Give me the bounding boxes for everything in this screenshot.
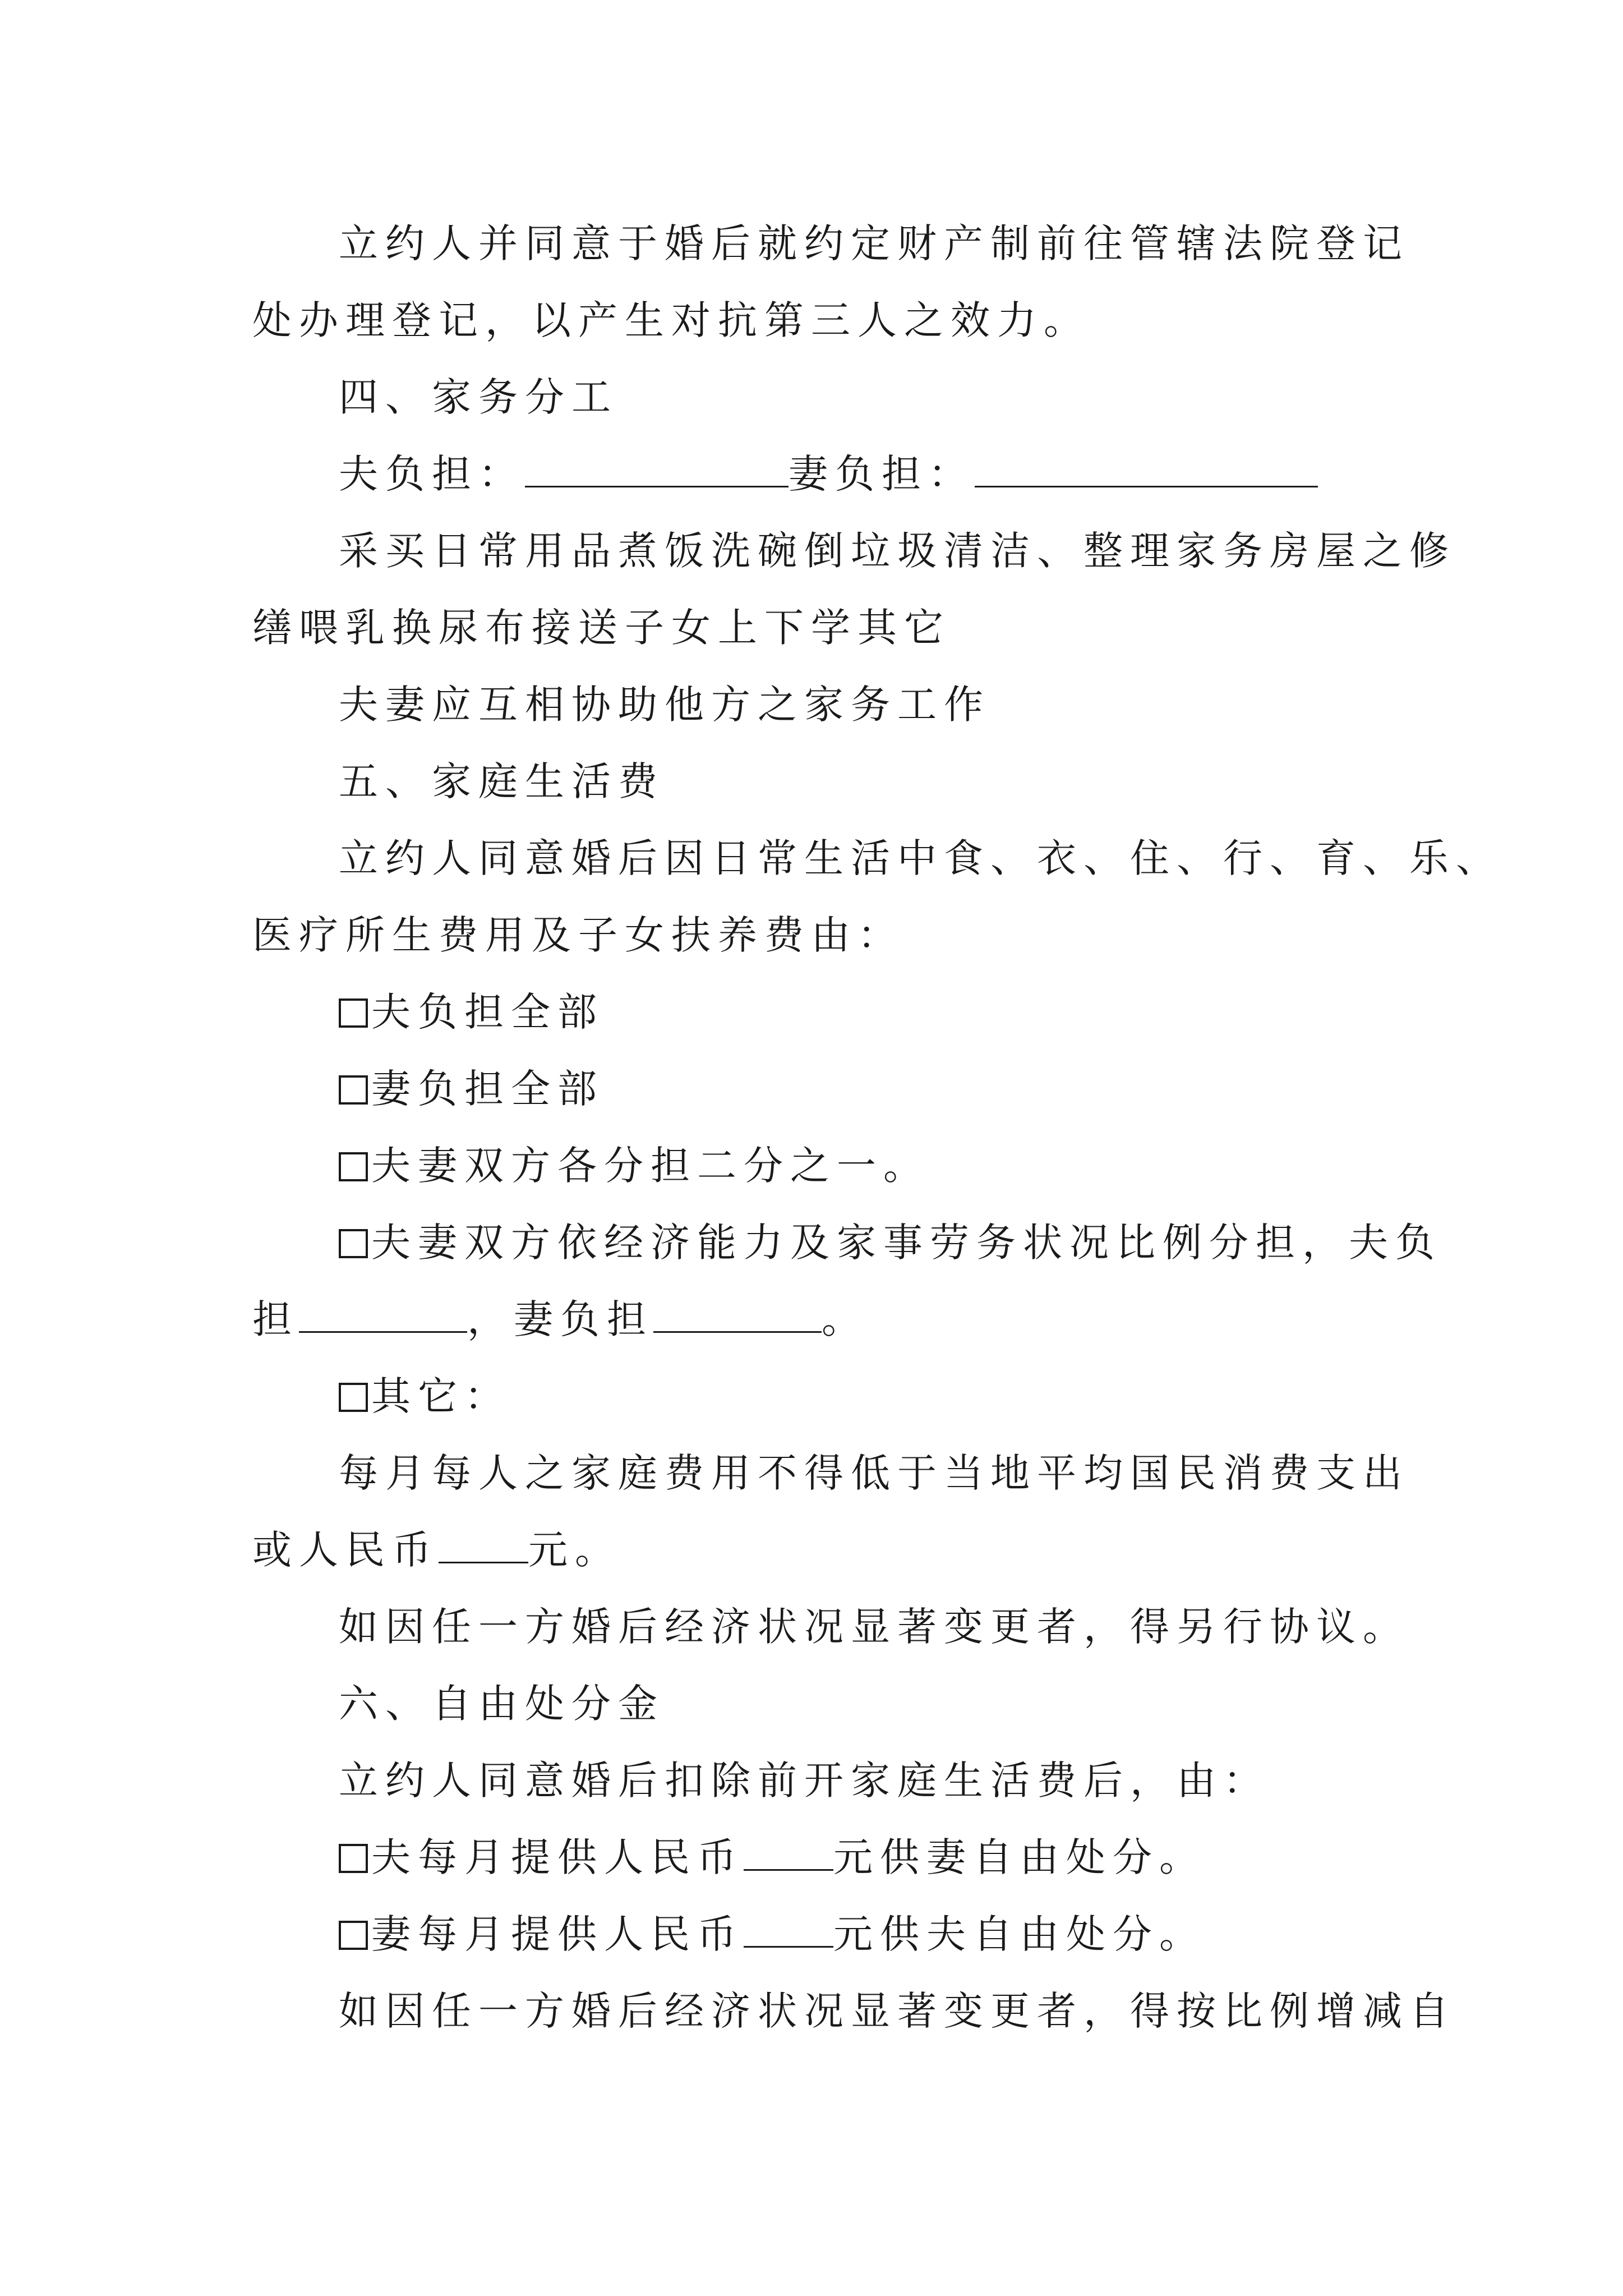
option-text: 其它： (371, 1373, 511, 1419)
paragraph-line (339, 523, 1456, 579)
option-line (339, 1214, 1442, 1271)
heading-text: 五、家庭生活费 (339, 758, 665, 804)
checkbox[interactable] (339, 1152, 368, 1181)
paragraph-line (339, 1752, 1393, 1809)
paragraph-line (252, 1522, 1391, 1578)
paragraph-text: 医疗所生费用及子女扶养费由： (252, 912, 904, 958)
ratio-line (252, 1291, 1391, 1347)
paragraph-text: 元。 (528, 1527, 621, 1573)
option-text: 夫妻双方依经济能力及家事劳务状况比例分担，夫负 (371, 1220, 1442, 1266)
checkbox[interactable] (339, 1844, 368, 1873)
checkbox[interactable] (339, 1229, 368, 1258)
paragraph-text: 立约人并同意于婚后就约定财产制前往管辖法院登记 (339, 220, 1409, 266)
heading-text: 六、自由处分金 (339, 1681, 665, 1727)
paragraph-text: 或人民币 (252, 1527, 439, 1573)
husband-chores-blank[interactable] (525, 451, 789, 487)
section-heading-4 (339, 369, 1393, 425)
option-text: 元供妻自由处分。 (833, 1834, 1206, 1880)
wife-label: 妻负担： (789, 451, 975, 497)
option-text: 妻负担全部 (371, 1066, 604, 1112)
option-text: 夫妻双方各分担二分之一。 (371, 1143, 930, 1189)
amount-blank[interactable] (439, 1527, 528, 1563)
paragraph-line (339, 830, 1502, 886)
husband-label: 夫负担： (339, 451, 525, 497)
checkbox[interactable] (339, 1075, 368, 1105)
wife-ratio-blank[interactable] (653, 1296, 822, 1333)
checkbox[interactable] (339, 999, 368, 1028)
checkbox[interactable] (339, 1921, 368, 1950)
paragraph-line (339, 1599, 1409, 1655)
option-text: 妻每月提供人民币 (371, 1911, 744, 1957)
option-text: ，妻负担 (467, 1296, 653, 1342)
husband-ratio-blank[interactable] (299, 1296, 467, 1333)
paragraph-line (339, 1983, 1456, 2039)
heading-text: 四、家务分工 (339, 374, 618, 420)
option-text: 元供夫自由处分。 (833, 1911, 1206, 1957)
paragraph-line (252, 600, 1391, 656)
option-line (339, 1061, 1393, 1117)
option-text: 夫每月提供人民币 (371, 1834, 744, 1880)
paragraph-text: 每月每人之家庭费用不得低于当地平均国民消费支出 (339, 1450, 1409, 1496)
option-text: 。 (822, 1296, 868, 1342)
paragraph-text: 立约人同意婚后扣除前开家庭生活费后，由： (339, 1757, 1270, 1803)
paragraph-line (339, 215, 1409, 272)
wife-chores-blank[interactable] (975, 451, 1318, 487)
option-line (339, 984, 1393, 1040)
amount-blank[interactable] (744, 1834, 833, 1871)
paragraph-line (339, 677, 1393, 733)
paragraph-line (252, 907, 1391, 963)
option-text: 担 (252, 1296, 299, 1342)
paragraph-text: 如因任一方婚后经济状况显著变更者，得另行协议。 (339, 1604, 1409, 1650)
option-line (339, 1138, 1393, 1194)
option-line (339, 1906, 1393, 1962)
paragraph-text: 夫妻应互相协助他方之家务工作 (339, 682, 990, 728)
paragraph-line (339, 1445, 1409, 1501)
paragraph-text: 采买日常用品煮饭洗碗倒垃圾清洁、整理家务房屋之修 (339, 528, 1456, 574)
paragraph-text: 立约人同意婚后因日常生活中食、衣、住、行、育、乐、 (339, 835, 1502, 881)
paragraph-text: 如因任一方婚后经济状况显著变更者，得按比例增减自 (339, 1988, 1456, 2034)
paragraph-text: 处办理登记，以产生对抗第三人之效力。 (252, 297, 1090, 343)
option-line (339, 1368, 1393, 1424)
paragraph-line (252, 292, 1391, 348)
paragraph-text: 缮喂乳换尿布接送子女上下学其它 (252, 605, 951, 651)
section-heading-5 (339, 753, 1393, 809)
chore-assignment-line (339, 446, 1393, 502)
checkbox[interactable] (339, 1383, 368, 1412)
option-line (339, 1829, 1393, 1885)
option-text: 夫负担全部 (371, 989, 604, 1035)
amount-blank[interactable] (744, 1911, 833, 1948)
section-heading-6 (339, 1676, 1393, 1732)
